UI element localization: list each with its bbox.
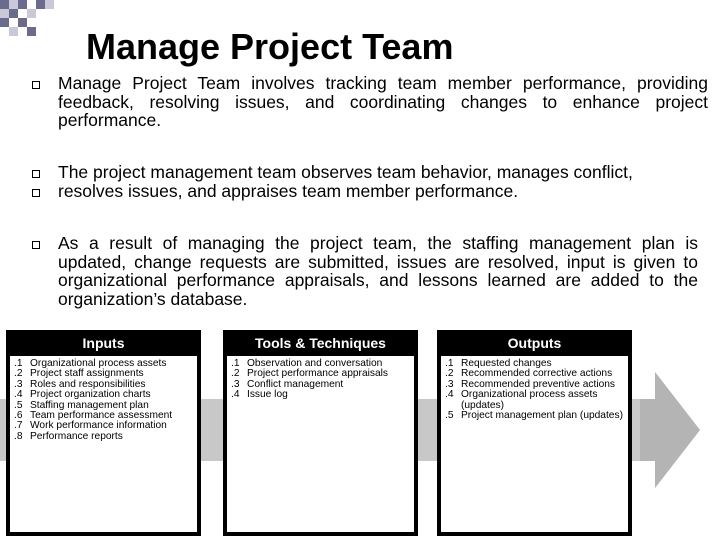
bullet-square [32, 170, 40, 178]
list-item [445, 411, 624, 421]
itto-diagram [0, 322, 720, 540]
item-text: Project performance appraisals [247, 368, 388, 380]
item-number: .3 [231, 378, 240, 390]
item-text: Requested changes [461, 358, 552, 369]
item-text: Recommended preventive actions [461, 378, 616, 390]
item-number: .3 [445, 378, 454, 390]
item-number: .2 [445, 368, 454, 380]
list-item [231, 390, 410, 400]
item-text: Staffing management plan [30, 399, 149, 411]
item-text: Performance reports [30, 430, 123, 442]
tools-panel [223, 330, 418, 536]
bullet-square [32, 189, 40, 197]
list-item [14, 432, 193, 442]
item-text: Observation and conversation [247, 358, 383, 369]
item-number: .3 [14, 378, 23, 390]
tools-list [227, 356, 414, 404]
inputs-title: Inputs [82, 335, 125, 351]
inputs-list [10, 356, 197, 445]
inputs-panel [6, 330, 201, 536]
outputs-title: Outputs [507, 335, 562, 351]
paragraph-2: The project management team observes team behavior, manages conflict, resolves issues, and appraises team member performance. [58, 162, 633, 201]
item-text: Recommended corrective actions [461, 368, 613, 380]
item-number: .6 [14, 410, 23, 422]
bullet-square [32, 241, 40, 249]
item-number: .1 [445, 358, 454, 369]
outputs-list [441, 356, 628, 424]
tools-title: Tools & Techniques [255, 335, 386, 351]
item-number: .7 [14, 420, 23, 432]
item-text: Project organization charts [30, 389, 151, 401]
list-item [445, 390, 624, 411]
slide-title: Manage Project Team [86, 26, 454, 67]
corner-decoration [0, 0, 60, 36]
item-text: Organizational process assets (updates) [461, 389, 598, 411]
item-text: Project staff assignments [30, 368, 144, 380]
item-number: .2 [231, 368, 240, 380]
paragraph-3: As a result of managing the project team, the staffing management plan is updated, change requests are submitted, issues are resolved, input is given to organizational performance appraisals, and lessons learned are added to the organization’s database. [58, 233, 698, 309]
item-text: Team performance assessment [30, 410, 173, 422]
item-number: .5 [445, 410, 454, 422]
item-text: Project management plan (updates) [461, 410, 623, 422]
item-number: .5 [14, 399, 23, 411]
item-number: .4 [445, 389, 454, 401]
item-text: Roles and responsibilities [30, 378, 146, 390]
bullet-square [32, 81, 40, 89]
item-number: .4 [231, 389, 240, 401]
item-number: .4 [14, 389, 23, 401]
item-text: Work performance information [30, 420, 167, 432]
item-text: Issue log [247, 389, 288, 401]
item-number: .2 [14, 368, 23, 380]
outputs-panel [437, 330, 632, 536]
paragraph-1: Manage Project Team involves tracking team member performance, providing feedback, resolving issues, and coordinating changes to enhance project performance. [58, 73, 708, 130]
item-text: Organizational process assets [30, 358, 167, 369]
item-number: .8 [14, 430, 23, 442]
item-number: .1 [14, 358, 23, 369]
item-text: Conflict management [247, 378, 344, 390]
item-number: .1 [231, 358, 240, 369]
